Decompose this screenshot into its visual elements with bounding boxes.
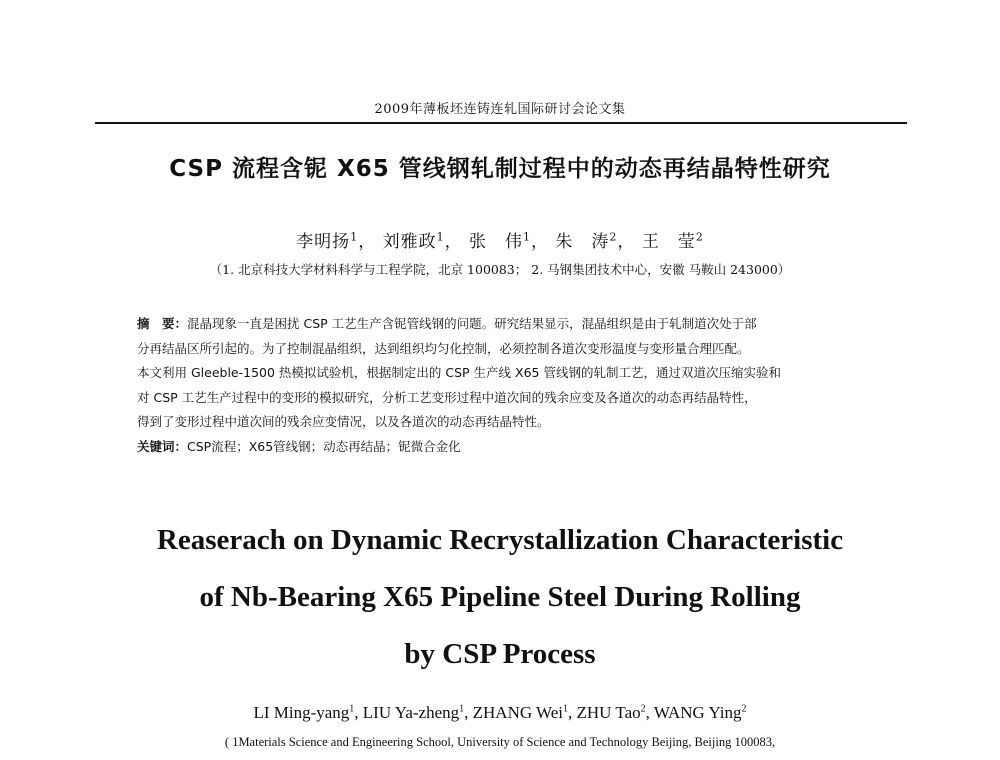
abstract-line: 对 CSP 工艺生产过程中的变形的模拟研究，分析工艺变形过程中道次间的残余应变及各道次的动态再结晶特性， [137, 389, 757, 405]
author-sep: ， [444, 232, 463, 252]
abstract-line: 本文利用 Gleeble-1500 热模拟试验机，根据制定出的 CSP 生产线 X65 管线钢的轧制工艺，通过双道次压缩实验和 [137, 365, 781, 381]
author-affil-mark: 1 [436, 230, 445, 244]
chinese-affiliation: （1. 北京科技大学材料科学与工程学院，北京 100083； 2. 马钢集团技术中心，安徽 马鞍山 243000） [209, 262, 791, 277]
author-affil-mark: 2 [640, 703, 646, 715]
author-sep: ， [531, 232, 549, 252]
abstract-text: 混晶现象一直是困扰 CSP 工艺生产含铌管线钢的问题。研究结果显示，混晶组织是由于轧制道次处于部 [187, 316, 757, 331]
author-affil-mark: 1 [350, 230, 359, 244]
author-name: LIU Ya-zheng [362, 703, 460, 722]
author-affil-mark: 1 [563, 703, 569, 715]
author-affil-mark: 2 [741, 703, 747, 715]
abstract-line [137, 312, 885, 337]
author-name: ZHANG Wei [472, 703, 564, 722]
header-rule [95, 122, 907, 124]
keywords-text: CSP流程；X65管线钢；动态再结晶；铌微合金化 [187, 438, 461, 454]
english-title-line: of Nb-Bearing X65 Pipeline Steel During Rolling [199, 581, 801, 613]
abstract-line: 分再结晶区所引起的。为了控制混晶组织，达到组织均匀化控制，必须控制各道次变形温度与变形量合理匹配。 [137, 340, 750, 356]
keywords-label: 关键词： [137, 438, 188, 454]
author-affil-mark: 1 [459, 703, 465, 715]
author-name: 张 伟 [469, 232, 523, 252]
english-title-line: by CSP Process [404, 638, 596, 670]
author-affil-mark: 1 [523, 230, 531, 244]
abstract-label: 摘 要： [137, 316, 188, 331]
keywords [137, 435, 885, 460]
author-name: WANG Ying [653, 703, 742, 722]
author-name: 朱 涛 [555, 232, 610, 252]
author-sep: ， [617, 232, 636, 252]
chinese-authors [60, 227, 940, 252]
author-name: 李明扬 [296, 232, 351, 252]
author-affil-mark: 1 [349, 703, 355, 715]
chinese-title: CSP 流程含铌 X65 管线钢轧制过程中的动态再结晶特性研究 [169, 156, 831, 182]
author-sep: , [645, 703, 654, 722]
english-authors [60, 703, 940, 723]
author-name: LI Ming-yang [253, 703, 350, 722]
author-sep: , [464, 703, 473, 722]
author-affil-mark: 2 [609, 230, 618, 244]
author-sep: ， [358, 232, 377, 252]
author-sep: , [354, 703, 363, 722]
abstract [137, 312, 885, 460]
english-title [60, 512, 940, 683]
english-title-line: Reaserach on Dynamic Recrystallization Characteristic [156, 524, 844, 556]
author-affil-mark: 2 [695, 230, 704, 244]
running-header: 2009年薄板坯连铸连轧国际研讨会论文集 [374, 102, 626, 117]
author-name: 王 莹 [641, 232, 696, 252]
author-name: ZHU Tao [576, 703, 641, 722]
author-name: 刘雅政 [382, 232, 437, 252]
abstract-line: 得到了变形过程中道次间的残余应变情况，以及各道次的动态再结晶特性。 [137, 414, 550, 430]
english-affiliation: ( 1Materials Science and Engineering School, University of Science and Technology Beijing, Beijing 100083, [224, 735, 776, 749]
author-sep: , [568, 703, 577, 722]
